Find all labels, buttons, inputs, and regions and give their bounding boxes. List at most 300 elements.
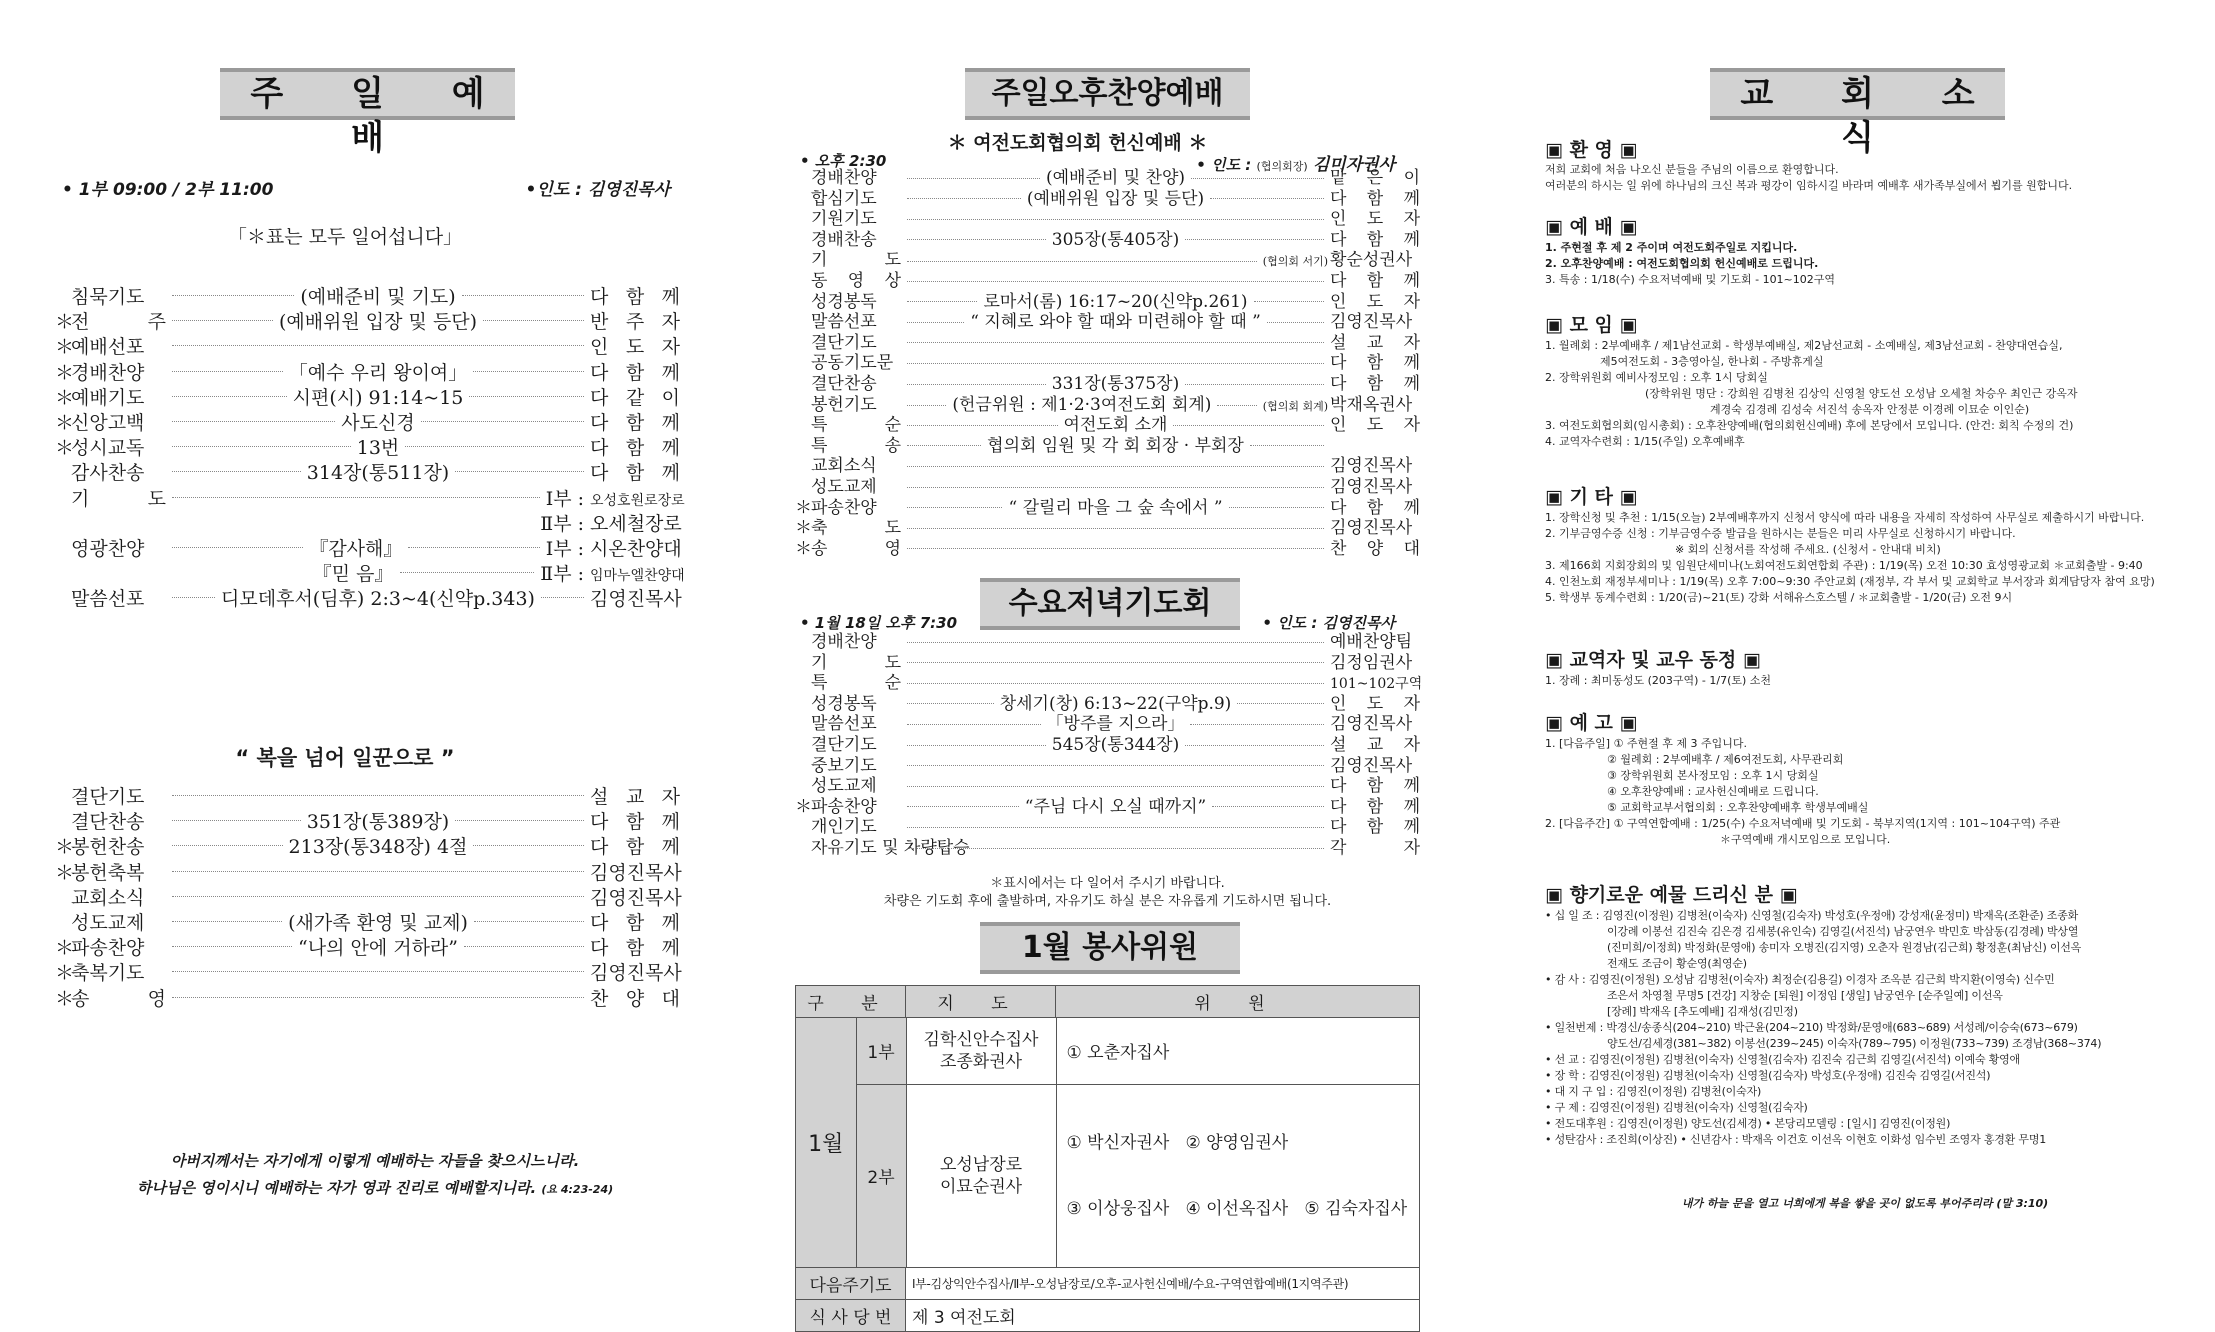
dot-leader	[474, 921, 584, 922]
order-item-name: 교회소식	[811, 456, 877, 477]
order-item-person: 맡 은 이	[1330, 168, 1420, 188]
list-item	[795, 333, 1420, 353]
meeting-text: 1. 월례회 : 2부예배후 / 제1남선교회 - 학생부예배실, 제2남선교회 - 소예배실, 제3남선교회 - 찬양대연습실, 제5여전도회 - 3층영아실, 한나회 - 주방휴게실 2. 장학위원회 예비사정모임 : 오후 1시 당회실 (장학위원 명단 : 강희원 김병천 김상익 신영철 양도선 오성남 오세철 차승우 최인근 강옥자 계경숙 김경례 김성숙 서진석 송옥자 안정분 이경례 이묘순 이인순) 3. 여전도회협의회(임시총회) : 오후찬양예배(협의회헌신예배) 후에 본당에서 모입니다. (안건: 회칙 수정의 건) 4. 교역자수련회 : 1/15(주일) 오후예배후	[1545, 339, 2078, 448]
standing-mark: ＊	[55, 437, 75, 460]
order-item-name: 특 순	[811, 415, 901, 436]
wednesday-foot-2: 차량은 기도회 후에 출발하며, 자유기도 하실 분은 자유롭게 기도하시면 됩니다.	[883, 894, 1332, 909]
order-item-person: 임마누엘찬양대	[590, 568, 685, 585]
dot-leader	[907, 786, 1324, 787]
order-item-person: 다 함 께	[1330, 497, 1420, 518]
order-item-person: 김영진목사	[590, 886, 682, 909]
dot-leader	[907, 363, 1324, 364]
order-item-detail: (예배준비 및 기도)	[300, 286, 456, 308]
leader-role: (협의회장)	[1256, 160, 1308, 173]
order-item-detail: 「예수 우리 왕이여」	[288, 361, 468, 384]
closing-verse: 내가 하늘 문을 열고 너희에게 복을 쌓을 곳이 없도록 부어주리라 (말 3:10)	[1681, 1197, 2049, 1210]
dot-leader	[907, 642, 1324, 643]
list-item	[55, 307, 680, 334]
order-item-detail: 로마서(롬) 16:17~20(신약p.261)	[983, 291, 1248, 312]
afternoon-title: 주일오후찬양예배	[965, 68, 1250, 120]
dot-leader	[907, 848, 1324, 849]
order-item-person: 다 함 께	[590, 437, 680, 460]
dot-leader	[1190, 724, 1324, 725]
order-item-detail: “나의 안에 거하라”	[298, 937, 458, 960]
list-item	[55, 484, 685, 511]
standing-mark: ＊	[55, 937, 75, 960]
dot-leader	[172, 971, 584, 972]
dot-leader	[405, 446, 584, 447]
list-item	[795, 209, 1420, 229]
list-item	[795, 518, 1420, 538]
wednesday-leader: • 인도 : 김영진목사	[1262, 614, 1395, 632]
order-item-name: 성경봉독	[811, 291, 877, 312]
order-item-person: 김영진목사	[1330, 755, 1413, 776]
order-item-name: 결단찬송	[811, 374, 877, 394]
header-category: 구 분	[796, 986, 906, 1018]
order-item-person: 김영진목사	[1330, 714, 1413, 735]
part1-leaders: 김학신안수집사 조종화권사	[906, 1018, 1056, 1084]
order-item-person: 오성호원로장로	[590, 492, 685, 509]
order-item-name: 성경봉독	[811, 693, 877, 714]
standing-mark: ＊	[55, 386, 75, 409]
standing-mark: ＊	[795, 518, 812, 539]
header-leader: 지 도	[906, 986, 1056, 1018]
order-item-person: 다 함 께	[1330, 229, 1420, 250]
dot-leader	[907, 301, 977, 302]
part-label: Ⅰ부 :	[545, 538, 584, 560]
sermon-title: “ 복을 넘어 일꾼으로 ”	[235, 746, 455, 770]
order-item-name: 축복기도	[71, 962, 145, 985]
order-item-name: 결단기도	[811, 735, 877, 755]
table-row	[796, 1018, 1420, 1268]
order-item-person: 인 도 자	[1330, 209, 1420, 230]
standing-mark: ＊	[55, 412, 75, 434]
worship-heading: ▣ 예 배 ▣	[1545, 216, 1638, 238]
dot-leader	[421, 421, 584, 422]
list-item	[55, 534, 680, 561]
dot-leader	[1185, 384, 1324, 385]
next-prayer-label: 다음주기도	[796, 1267, 906, 1299]
order-item-person: 설 교 자	[1330, 332, 1420, 353]
order-item-detail: 여전도회 소개	[1063, 415, 1168, 436]
welcome-text: 저희 교회에 처음 나오신 분들을 주님의 이름으로 환영합니다. 여러분의 하시는 일 위에 하나님의 크신 복과 평강이 임하시길 바라며 예배후 새가족부실에서 뵙기를 원합니다.	[1545, 163, 2073, 192]
list-item	[55, 358, 680, 385]
dot-leader	[172, 371, 283, 372]
dot-leader	[907, 405, 946, 406]
order-item-name: 송 영	[811, 538, 901, 559]
order-item-person: 김영진목사	[1330, 518, 1413, 539]
dot-leader	[483, 320, 584, 321]
order-item-person: 101~102구역	[1330, 676, 1423, 693]
order-item-person: 다 함 께	[590, 836, 680, 859]
list-item	[55, 984, 680, 1011]
list-item	[55, 908, 680, 935]
dot-leader	[907, 765, 1324, 766]
standing-mark: ＊	[55, 962, 75, 985]
dot-leader	[1254, 301, 1324, 302]
part1-members: ① 오춘자집사	[1056, 1018, 1419, 1084]
welcome-heading: ▣ 환 영 ▣	[1545, 139, 1638, 161]
role-note: (협의회 서기)	[1262, 255, 1328, 269]
order-item-person: 김영진목사	[590, 588, 682, 611]
order-item-person: 김영진목사	[1330, 477, 1413, 497]
dot-leader	[907, 487, 1324, 488]
list-item	[55, 883, 680, 910]
order-item-detail: 협의회 임원 및 각 회 회장 · 부회장	[987, 435, 1244, 456]
order-item-detail: 305장(통405장)	[1051, 229, 1180, 250]
offering-heading: ▣ 향기로운 예물 드리신 분 ▣	[1545, 884, 1798, 906]
offering-text: • 십 일 조 : 김영진(이정원) 김병천(이숙자) 신영철(김숙자) 박성호(우정애) 강성재(윤정미) 박재옥(조환준) 조종화 이강례 이봉선 김진숙 김은경 김세봉(유인숙) 김영길(서진석) 남궁연우 박민호 박삼동(김경례) 박상열 (진미희/이정희) 박정화(문영애) 송미자 오병진(김지영) 오춘자 원경남(김근희) 황정훈(최남신) 이선옥 전재도 조금이 황순영(최영순) • 감 사 : 김영진(이정원) 오성남 김병천(이숙자) 최정순(김용길) 이경자 조옥분 김근희 박지환(이영숙) 신수민 조은서 차영철 무명5 [건강] 지창순 [퇴원] 이정임 [생일] 남궁연우 [순주일예] 이선옥 [장례] 박재옥 [추도예배] 김재성(김민정) • 일천번제 : 박경신/송종식(204~210) 박근윤(204~210) 박정화/문영애(683~689) 서성례/이승숙(673~679) 양도선/김세경(381~382) 이봉선(239~245) 이숙자(789~795) 이정원(733~739) 조경남(368~374) • 선 교 : 김영진(이정원) 김병천(이숙자) 신영철(김숙자) 김진숙 김근희 김영길(서진석) 이예숙 황영애 • 장 학 : 김영진(이정원) 김병천(이숙자) 신영철(김숙자) 박성호(우정애) 김진숙 김영길(서진석) • 대 지 구 입 : 김영진(이정원) 김병천(이숙자) • 구 제 : 김영진(이정원) 김병천(이숙자) 신영철(김숙자) • 전도대후원 : 김영진(이정원) 양도선(김세경) • 본당리모델링 : [일시] 김영진(이정원) • 성탄감사 : 조진희(이상진) • 신년감사 : 박재옥 이건호 이선옥 이현호 이화성 임수빈 조영자 홍경환 무명1	[1545, 909, 2102, 1146]
dot-leader	[907, 683, 1324, 684]
list-item	[795, 312, 1420, 332]
order-item-person: 각 자	[1330, 838, 1420, 858]
order-item-detail: 213장(통348장) 4절	[288, 836, 468, 859]
list-item	[795, 168, 1420, 188]
list-item	[795, 714, 1420, 734]
sunday-worship-panel	[55, 0, 690, 1240]
dot-leader	[1250, 445, 1324, 446]
order-item-name: 공동기도문	[811, 353, 894, 374]
order-item-detail: 시편(시) 91:14~15	[292, 386, 464, 409]
table-row	[796, 1267, 1420, 1299]
order-item-person: 김영진목사	[590, 962, 682, 985]
staff-news-heading: ▣ 교역자 및 교우 동정 ▣	[1545, 649, 1761, 671]
worship-text: 1. 주현절 후 제 2 주이며 여전도회주일로 지킵니다. 2. 오후찬양예배 : 여전도회협의회 헌신예배로 드립니다. 3. 특송 : 1/18(수) 수요저녁예배 및 기도회 - 101~102구역	[1545, 241, 1836, 286]
order-item-detail: 13번	[356, 437, 400, 460]
order-item-person: 다 함 께	[590, 361, 680, 384]
order-item-detail: 창세기(창) 6:13~22(구약p.9)	[999, 693, 1232, 714]
part-label: Ⅱ부 :	[540, 512, 584, 535]
service-committee-table	[795, 985, 1420, 1332]
order-item-name: 경배찬양	[811, 168, 877, 188]
order-item-person: 예배찬양팀	[1330, 632, 1413, 652]
dot-leader	[907, 528, 1324, 529]
order-item-person: 설 교 자	[1330, 735, 1420, 755]
afternoon-panel	[795, 0, 1423, 1328]
wednesday-time: • 1월 18일 오후 7:30	[800, 614, 958, 632]
table-header	[796, 986, 1420, 1018]
order-item-person: 시온찬양대	[590, 538, 682, 560]
standing-mark: ＊	[55, 311, 75, 334]
standing-mark: ＊	[795, 538, 812, 559]
order-item-name: 합심기도	[811, 188, 877, 209]
dot-leader	[907, 548, 1324, 549]
sunday-time: • 1부 09:00 / 2부 11:00	[62, 180, 274, 200]
wednesday-foot-1: ＊표시에서는 다 일어서 주시기 바랍니다.	[990, 876, 1225, 891]
dot-leader	[172, 295, 294, 296]
order-item-person: 다 함 께	[1330, 188, 1420, 209]
dot-leader	[541, 597, 584, 598]
dot-leader	[1185, 745, 1324, 746]
dot-leader	[455, 471, 584, 472]
list-item	[795, 230, 1420, 250]
order-item-person: 다 함 께	[590, 462, 681, 485]
service-committee-title: 1월 봉사위원	[980, 922, 1240, 974]
dot-leader	[907, 466, 1324, 467]
order-item-name: 송 영	[71, 987, 166, 1010]
dot-leader	[907, 507, 1002, 508]
order-item-detail: 545장(통344장)	[1051, 735, 1180, 755]
dot-leader	[172, 845, 283, 846]
order-item-person: 김영진목사	[1330, 312, 1413, 333]
notice-text: 1. [다음주일] ① 주현절 후 제 3 주입니다. ② 월례회 : 2부예배후 / 제6여전도회, 사무관리회 ③ 장학위원회 본사정모임 : 오후 1시 당회실 ④ 오후찬양예배 : 교사헌신예배로 드립니다. ⑤ 교회학교부서협의회 : 오후찬양예배후 학생부예배실 2. [다음주간] ① 구역연합예배 : 1/25(수) 수요저녁예배 및 기도회 - 북부지역(1지역 : 101~104구역) 주관 ＊구역예배 개시모임으로 모입니다.	[1545, 737, 2061, 846]
dot-leader	[907, 662, 1324, 663]
closing-verse-1: 아버지께서는 자기에게 이렇게 예배하는 자들을 찾으시느니라.	[170, 1152, 580, 1170]
list-item	[795, 292, 1420, 312]
list-item	[55, 933, 680, 960]
order-item-name: 봉헌기도	[811, 394, 877, 415]
dot-leader	[907, 219, 1324, 220]
order-item-detail: 351장(통389장)	[306, 811, 450, 834]
order-item-person: 김정임권사	[1330, 652, 1413, 673]
sunday-leader: •인도 : 김영진목사	[525, 180, 670, 200]
dot-leader	[462, 295, 584, 296]
dot-leader	[907, 239, 1046, 240]
list-item	[795, 415, 1420, 435]
month-cell: 1월	[796, 1018, 856, 1267]
dot-leader	[473, 371, 584, 372]
order-item-name: 말씀선포	[811, 714, 877, 735]
list-item	[55, 509, 680, 536]
order-item-person: 오세철장로	[590, 512, 682, 535]
list-item	[55, 584, 680, 611]
order-item-detail: (예배준비 및 찬양)	[1045, 168, 1186, 188]
order-item-person: 다 함 께	[1330, 817, 1420, 838]
order-item-person: 인 도 자	[1330, 415, 1420, 436]
order-item-person: 다 함 께	[590, 811, 681, 834]
verse-ref: (요 4:23-24)	[541, 1183, 614, 1196]
list-item	[795, 653, 1420, 673]
order-item-detail: 314장(통511장)	[306, 462, 450, 485]
list-item	[795, 539, 1420, 559]
order-item-name: 파송찬양	[811, 497, 877, 518]
dot-leader	[1210, 198, 1324, 199]
part-label: Ⅱ부 :	[540, 563, 584, 586]
header-members: 위 원	[1056, 986, 1420, 1018]
list-item	[55, 433, 680, 460]
list-item	[55, 807, 680, 834]
standing-mark: ＊	[55, 361, 75, 384]
afternoon-subtitle: ＊ 여전도회협의회 헌신예배 ＊	[947, 132, 1208, 154]
order-item-detail: (헌금위원 : 제1·2·3여전도회 회계)	[952, 394, 1212, 415]
order-item-name: 영광찬양	[71, 538, 145, 560]
etc-text: 1. 장학신청 및 추천 : 1/15(오늘) 2부예배후까지 신청서 양식에 따라 내용을 자세히 작성하여 사무실로 제출하시기 바랍니다. 2. 기부금영수증 신청 : 기부금영수증 발급을 원하시는 분들은 미리 사무실로 신청하시기 바랍니다. ※ 회의 신청서를 작성해 주세요. (신청서 - 안내대 비치) 3. 제166회 지회장회의 및 임원단세미나(노회여전도회연합회 주관) : 1/19(목) 오전 10:30 효성영광교회 ＊교회출발 - 9:40 4. 인천노회 재정부세미나 : 1/19(목) 오후 7:00~9:30 주안교회 (재정부, 각 부서 및 교회학교 부서장과 회계담당자 참여 요망) 5. 학생부 동계수련회 : 1/20(금)~21(토) 강화 서해유스호스텔 / ＊교회출발 - 1/20(금) 오전 9시	[1545, 511, 2155, 604]
standing-note: 「＊표는 모두 일어섭니다」	[227, 226, 463, 248]
list-item	[795, 395, 1420, 417]
etc-heading: ▣ 기 타 ▣	[1545, 486, 1638, 508]
part2-members: ① 박신자권사 ② 양영임권사 ③ 이상웅집사 ④ 이선옥집사 ⑤ 김숙자집사	[1066, 1132, 1408, 1219]
next-prayer-value: Ⅰ부-김상익안수집사/Ⅱ부-오성남장로/오후-교사헌신예배/수요-구역연합예배(1지역주관)	[906, 1267, 1420, 1299]
list-item	[55, 408, 680, 435]
dot-leader	[172, 320, 273, 321]
afternoon-leader-line: • 인도 : (협의회장) 김미자권사	[1196, 155, 1395, 175]
order-item-name: 기 도	[71, 487, 166, 510]
order-item-person: 다 함 께	[1330, 374, 1420, 394]
standing-mark: ＊	[795, 796, 812, 817]
standing-mark: ＊	[55, 836, 75, 859]
dot-leader	[907, 425, 1058, 426]
church-news-title: 교 회 소 식	[1710, 68, 2005, 120]
wednesday-title: 수요저녁기도회	[980, 578, 1240, 630]
dot-leader	[907, 178, 1040, 179]
order-item-name: 축 도	[811, 518, 901, 539]
dot-leader	[172, 547, 303, 548]
order-item-person: 다 함 께	[590, 937, 681, 960]
dot-leader	[408, 547, 539, 548]
list-item	[795, 353, 1420, 373]
staff-news-text: 1. 장례 : 최미동성도 (203구역) - 1/7(토) 소천	[1545, 674, 1772, 687]
order-item-name: 결단기도	[811, 332, 877, 353]
order-item-detail: 331장(통375장)	[1051, 374, 1180, 394]
order-item-name: 자유기도 및 차량탑승	[811, 838, 970, 858]
dot-leader	[464, 946, 584, 947]
order-item-person: 다 함 께	[590, 412, 681, 434]
dot-leader	[907, 198, 1021, 199]
order-item-detail: 『감사해』	[309, 538, 403, 560]
list-item	[795, 817, 1420, 837]
dot-leader	[1217, 405, 1256, 406]
order-item-name: 파송찬양	[71, 937, 145, 960]
order-item-detail: “ 갈릴리 마을 그 숲 속에서 ”	[1008, 497, 1223, 518]
part2-leaders: 오성남장로 이묘순권사	[906, 1084, 1056, 1267]
order-item-name: 성시교독	[71, 437, 145, 460]
dot-leader	[172, 795, 584, 796]
order-item-name: 전 주	[71, 311, 166, 334]
list-item	[795, 632, 1420, 652]
order-item-name: 감사찬송	[71, 462, 145, 485]
order-item-name: 결단찬송	[71, 811, 145, 834]
dot-leader	[172, 997, 584, 998]
dot-leader	[172, 896, 584, 897]
list-item	[795, 250, 1420, 272]
list-item	[795, 271, 1420, 291]
order-item-name: 예배선포	[71, 336, 145, 359]
part2-label: 2부	[856, 1084, 906, 1267]
dot-leader	[907, 322, 964, 323]
order-item-person: 다 함 께	[590, 286, 681, 308]
order-item-person: 다 함 께	[1330, 353, 1420, 374]
list-item	[795, 673, 1423, 694]
dot-leader	[172, 597, 215, 598]
dot-leader	[172, 497, 540, 498]
list-item	[55, 282, 680, 309]
list-item	[55, 782, 680, 809]
order-item-detail: (새가족 환영 및 교제)	[288, 912, 468, 934]
dot-leader	[172, 345, 584, 346]
dot-leader	[172, 396, 287, 397]
order-item-person: 찬 양 대	[1330, 538, 1420, 559]
order-item-person: 다 함 께	[1330, 796, 1420, 817]
order-item-name: 성도교제	[811, 776, 877, 797]
order-item-detail: (예배위원 입장 및 등단)	[1026, 188, 1205, 209]
dot-leader	[1267, 322, 1324, 323]
order-item-person: 다 함 께	[1330, 271, 1420, 291]
dot-leader	[172, 471, 301, 472]
order-item-name: 결단기도	[71, 786, 145, 808]
meeting-heading: ▣ 모 임 ▣	[1545, 314, 1638, 336]
order-item-name: 경배찬송	[811, 229, 877, 250]
part-label: Ⅰ부 :	[545, 487, 584, 510]
order-item-name: 성도교제	[71, 912, 145, 934]
order-item-detail: “주님 다시 오실 때까지”	[1024, 796, 1207, 817]
order-item-detail: 사도신경	[341, 412, 415, 434]
list-item	[795, 456, 1420, 476]
order-item-person: 박재옥권사	[1330, 394, 1413, 415]
dot-leader	[907, 342, 1324, 343]
order-item-person: 인 도 자	[1330, 291, 1421, 312]
dot-leader	[1173, 425, 1324, 426]
dot-leader	[469, 396, 584, 397]
list-item	[795, 797, 1420, 817]
dot-leader	[907, 445, 981, 446]
order-item-name: 특 송	[811, 435, 901, 456]
meal-duty-value: 제 3 여전도회	[906, 1299, 1420, 1331]
dot-leader	[455, 820, 584, 821]
meal-duty-label: 식 사 당 번	[796, 1299, 906, 1331]
order-item-name: 경배찬양	[71, 361, 145, 384]
afternoon-time: • 오후 2:30	[800, 152, 887, 170]
list-item	[55, 858, 680, 885]
order-item-name: 성도교제	[811, 477, 877, 497]
dot-leader	[907, 806, 1019, 807]
dot-leader	[907, 703, 994, 704]
list-item	[55, 958, 680, 985]
closing-verse-2: 하나님은 영이시니 예배하는 자가 영과 진리로 예배할지니라. (요 4:23-24)	[136, 1179, 614, 1197]
dot-leader	[1185, 239, 1324, 240]
order-item-name: 중보기도	[811, 755, 877, 776]
list-item	[795, 776, 1420, 796]
dot-leader	[1237, 703, 1324, 704]
order-item-person: 설 교 자	[590, 786, 680, 808]
standing-mark: ＊	[55, 336, 75, 359]
dot-leader	[172, 946, 292, 947]
standing-mark: ＊	[55, 987, 75, 1010]
order-item-detail: 「방주를 지으라」	[1046, 714, 1185, 735]
dot-leader	[907, 261, 1257, 262]
order-item-person: 찬 양 대	[590, 987, 680, 1010]
order-item-detail: “ 지혜로 와야 할 때와 미련해야 할 때 ”	[970, 312, 1261, 333]
dot-leader	[473, 845, 584, 846]
order-item-person: 다 같 이	[590, 386, 680, 409]
dot-leader	[907, 827, 1324, 828]
order-item-name: 봉헌찬송	[71, 836, 145, 859]
order-item-person: 김영진목사	[590, 861, 682, 884]
list-item	[795, 498, 1420, 518]
list-item	[795, 756, 1420, 776]
dot-leader	[172, 820, 301, 821]
dot-leader	[172, 921, 282, 922]
order-item-person: 반 주 자	[590, 311, 681, 334]
dot-leader	[907, 384, 1046, 385]
order-item-person: 인 도 자	[1330, 693, 1420, 714]
order-item-person: 인 도 자	[590, 336, 680, 359]
order-item-name: 기원기도	[811, 209, 877, 230]
order-item-detail: 『믿 음』	[312, 563, 394, 586]
list-item	[55, 383, 680, 410]
dot-leader	[172, 446, 351, 447]
table-row	[796, 1299, 1420, 1331]
dot-leader	[1229, 507, 1324, 508]
standing-mark: ＊	[55, 861, 75, 884]
order-item-name: 경배찬양	[811, 632, 877, 652]
order-item-name: 개인기도	[811, 817, 877, 838]
order-item-name: 말씀선포	[811, 312, 877, 333]
list-item	[795, 477, 1420, 497]
order-item-name: 예배기도	[71, 386, 145, 409]
notice-heading: ▣ 예 고 ▣	[1545, 712, 1638, 734]
list-item	[55, 332, 680, 359]
order-item-name: 기 도	[811, 250, 901, 271]
